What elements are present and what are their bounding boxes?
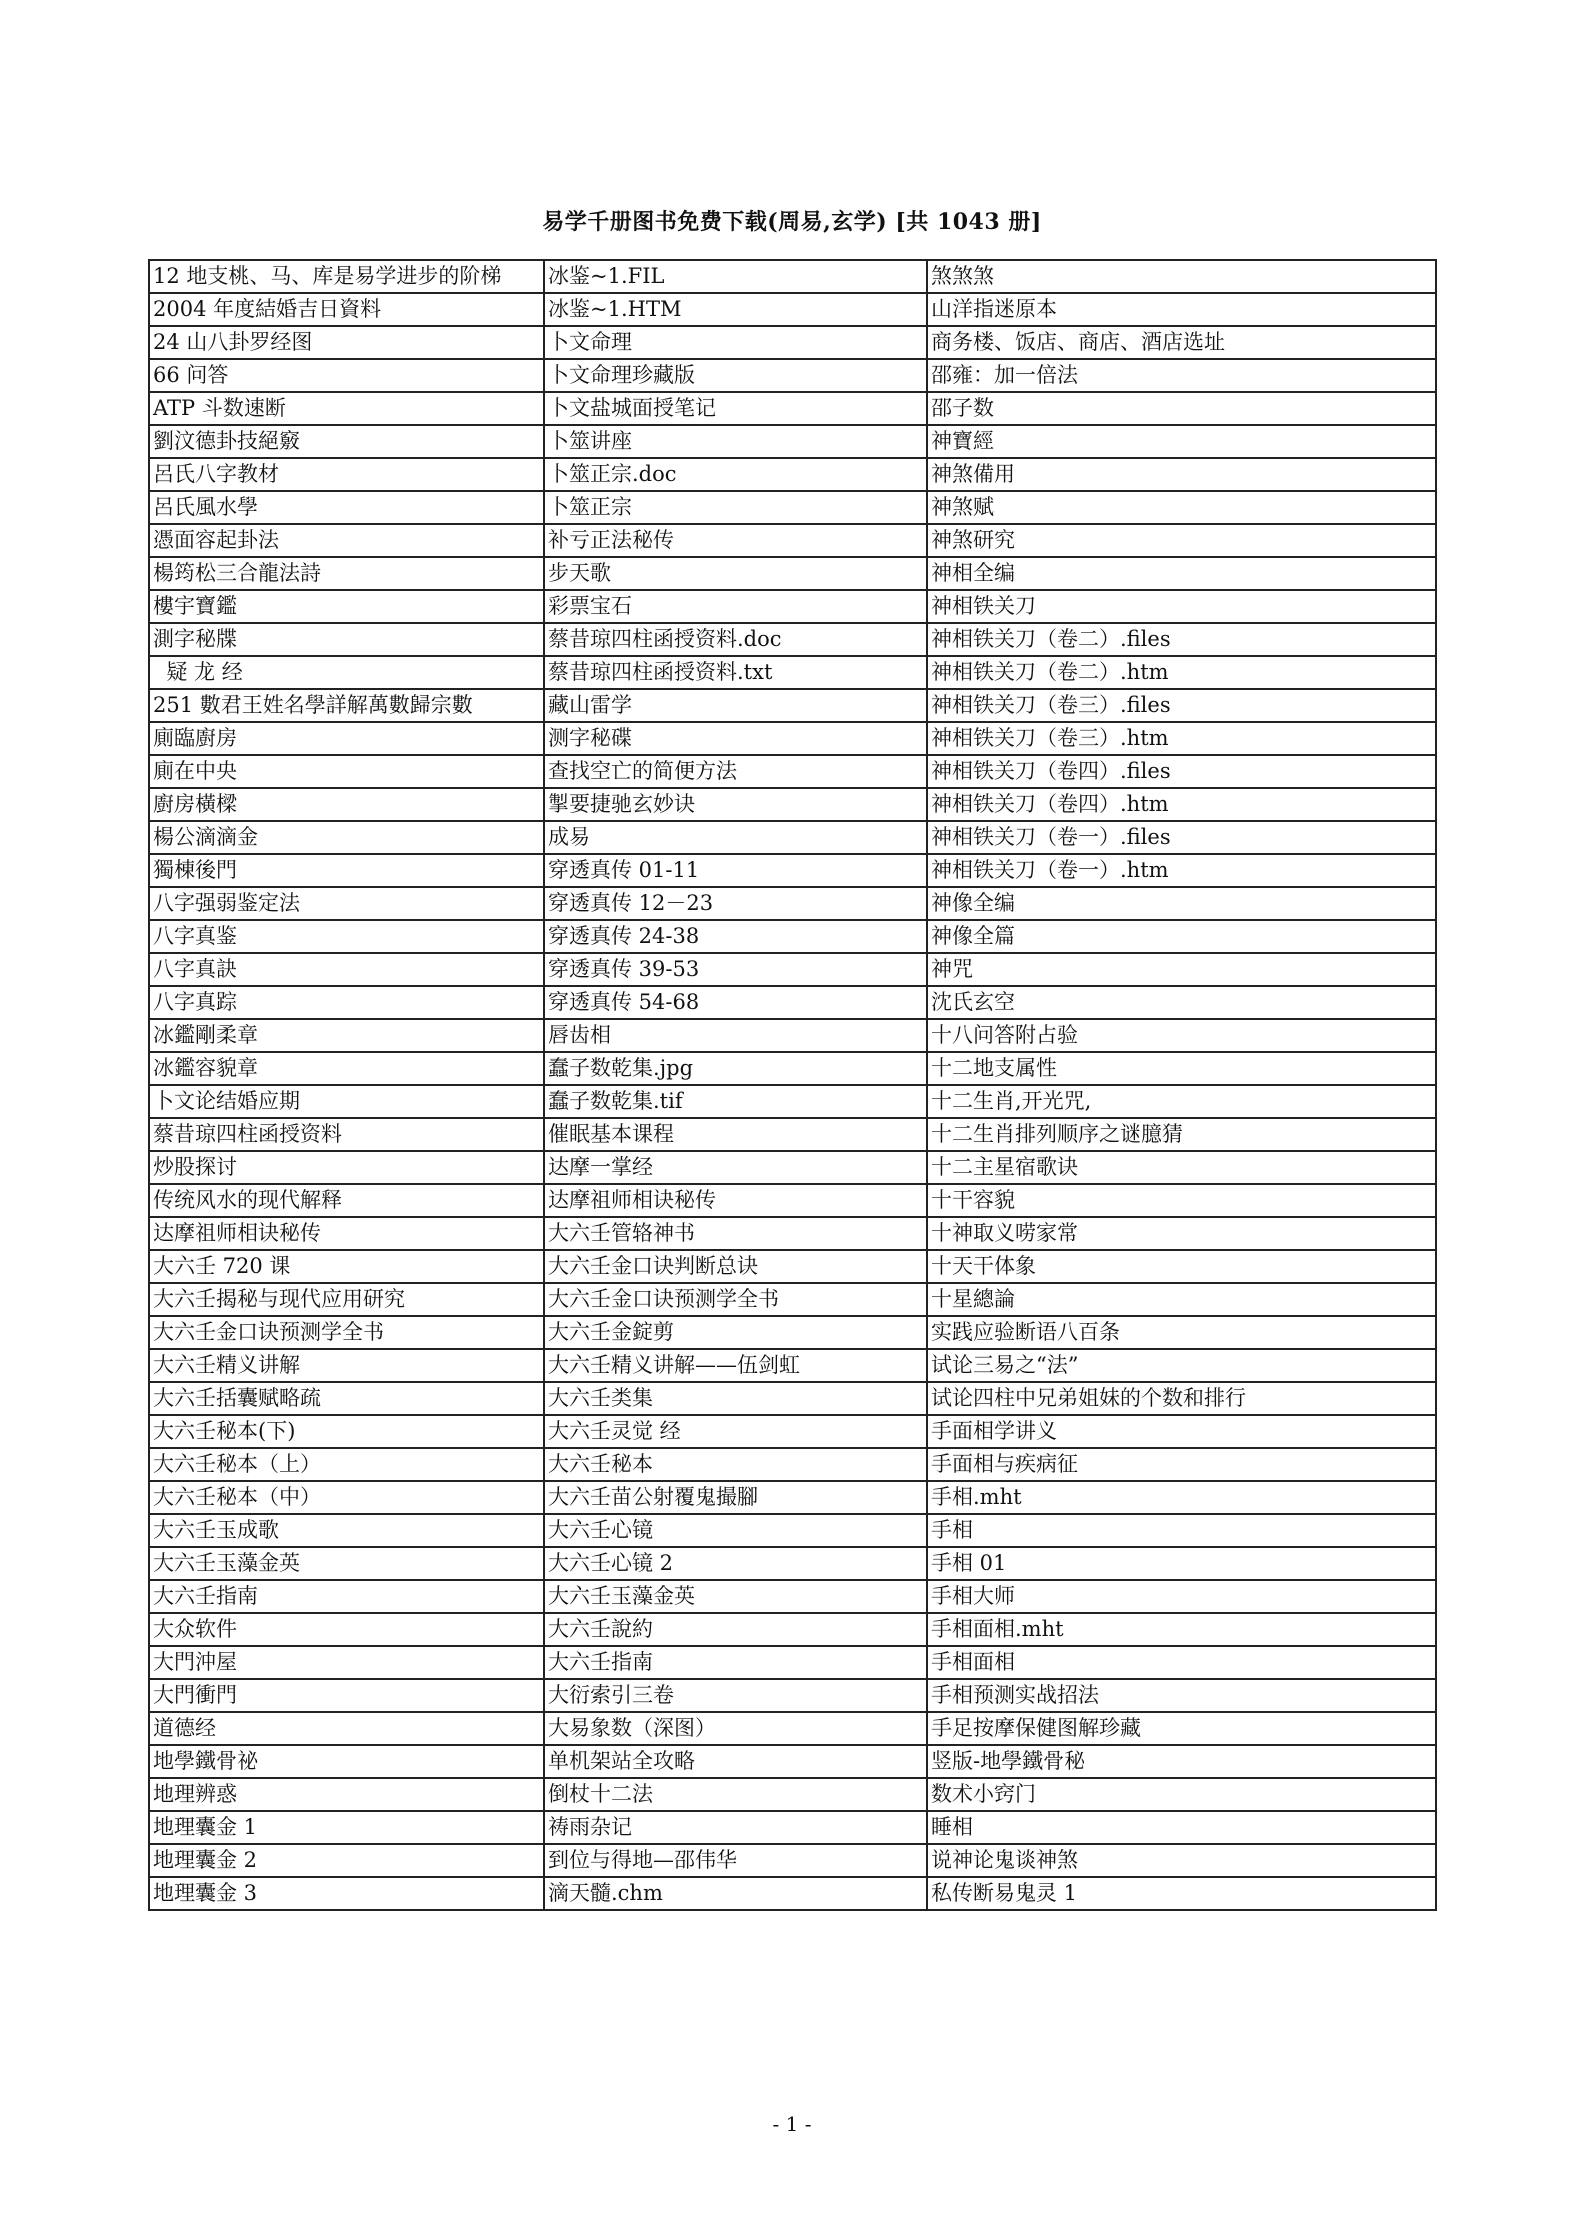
table-cell: 楊公滴滴金: [149, 821, 544, 854]
table-cell: 唇齿相: [544, 1019, 927, 1052]
table-cell: 煞煞煞: [927, 260, 1436, 293]
table-row: [149, 1613, 1436, 1646]
table-cell: 蔡昔琼四柱函授资料.txt: [544, 656, 927, 689]
table-cell: 神相铁关刀（卷一）.htm: [927, 854, 1436, 887]
table-row: [149, 458, 1436, 491]
table-cell: 劉汶德卦技絕竅: [149, 425, 544, 458]
table-cell: 说神论鬼谈神煞: [927, 1844, 1436, 1877]
table-row: [149, 1382, 1436, 1415]
table-cell: 樓宇寶鑑: [149, 590, 544, 623]
table-row: [149, 425, 1436, 458]
table-row: [149, 887, 1436, 920]
table-cell: 手相面相: [927, 1646, 1436, 1679]
table-row: [149, 1052, 1436, 1085]
table-cell: 彩票宝石: [544, 590, 927, 623]
table-cell: 大六壬类集: [544, 1382, 927, 1415]
table-cell: 手面相学讲义: [927, 1415, 1436, 1448]
table-row: [149, 590, 1436, 623]
table-cell: 达摩一掌经: [544, 1151, 927, 1184]
table-row: [149, 1580, 1436, 1613]
table-cell: 疑 龙 经: [149, 656, 544, 689]
table-cell: 大六壬心镜: [544, 1514, 927, 1547]
table-cell: 卜筮正宗.doc: [544, 458, 927, 491]
table-cell: 十八问答附占验: [927, 1019, 1436, 1052]
table-cell: 数术小窍门: [927, 1778, 1436, 1811]
table-row: [149, 359, 1436, 392]
table-cell: 补亏正法秘传: [544, 524, 927, 557]
table-row: [149, 1250, 1436, 1283]
table-cell: 大門衝門: [149, 1679, 544, 1712]
table-cell: 神相铁关刀（卷三）.htm: [927, 722, 1436, 755]
table-row: [149, 821, 1436, 854]
table-cell: 66 问答: [149, 359, 544, 392]
table-cell: 冰鑑容貌章: [149, 1052, 544, 1085]
table-cell: 道德经: [149, 1712, 544, 1745]
table-cell: 呂氏八字教材: [149, 458, 544, 491]
table-row: [149, 656, 1436, 689]
table-cell: 卜文命理: [544, 326, 927, 359]
table-cell: 大易象数（深图）: [544, 1712, 927, 1745]
table-row: [149, 1844, 1436, 1877]
table-cell: 廁臨廚房: [149, 722, 544, 755]
table-row: [149, 1712, 1436, 1745]
table-cell: 穿透真传 01-11: [544, 854, 927, 887]
table-cell: 十干容貌: [927, 1184, 1436, 1217]
table-row: [149, 1547, 1436, 1580]
table-row: [149, 920, 1436, 953]
table-cell: 神相铁关刀（卷二）.files: [927, 623, 1436, 656]
table-cell: 大六壬秘本: [544, 1448, 927, 1481]
table-cell: 测字秘碟: [544, 722, 927, 755]
table-cell: 穿透真传 12－23: [544, 887, 927, 920]
table-cell: 邵子数: [927, 392, 1436, 425]
table-cell: 大六壬金口诀预测学全书: [544, 1283, 927, 1316]
table-cell: 步天歌: [544, 557, 927, 590]
table-row: [149, 1217, 1436, 1250]
table-row: [149, 1316, 1436, 1349]
table-cell: 冰鑑剛柔章: [149, 1019, 544, 1052]
table-cell: 手相 01: [927, 1547, 1436, 1580]
table-cell: 神相铁关刀（卷四）.htm: [927, 788, 1436, 821]
table-cell: 传统风水的现代解释: [149, 1184, 544, 1217]
table-cell: 大門沖屋: [149, 1646, 544, 1679]
table-cell: 实践应验断语八百条: [927, 1316, 1436, 1349]
table-cell: 试论四柱中兄弟姐妹的个数和排行: [927, 1382, 1436, 1415]
table-cell: 蔡昔琼四柱函授资料.doc: [544, 623, 927, 656]
table-cell: 神煞備用: [927, 458, 1436, 491]
table-cell: 大六壬玉藻金英: [544, 1580, 927, 1613]
table-row: [149, 854, 1436, 887]
table-cell: 大六壬金錠剪: [544, 1316, 927, 1349]
table-row: [149, 1514, 1436, 1547]
table-cell: 大六壬秘本（上）: [149, 1448, 544, 1481]
table-cell: 地理辨惑: [149, 1778, 544, 1811]
table-cell: 八字真鉴: [149, 920, 544, 953]
table-cell: 手相预测实战招法: [927, 1679, 1436, 1712]
table-cell: 手相: [927, 1514, 1436, 1547]
table-cell: 十二主星宿歌诀: [927, 1151, 1436, 1184]
table-cell: 大六壬說約: [544, 1613, 927, 1646]
table-row: [149, 293, 1436, 326]
table-cell: 神相铁关刀（卷三）.files: [927, 689, 1436, 722]
table-row: [149, 1877, 1436, 1910]
table-cell: 邵雍：加一倍法: [927, 359, 1436, 392]
table-row: [149, 491, 1436, 524]
table-row: [149, 1184, 1436, 1217]
table-cell: 藏山雷学: [544, 689, 927, 722]
table-cell: 大六壬精义讲解——伍剑虹: [544, 1349, 927, 1382]
table-cell: 卜文论结婚应期: [149, 1085, 544, 1118]
table-cell: 十天干体象: [927, 1250, 1436, 1283]
table-cell: 穿透真传 39-53: [544, 953, 927, 986]
table-row: [149, 722, 1436, 755]
table-cell: 八字真踪: [149, 986, 544, 1019]
table-row: [149, 755, 1436, 788]
table-cell: 商务楼、饭店、商店、酒店选址: [927, 326, 1436, 359]
table-cell: 2004 年度結婚吉日資料: [149, 293, 544, 326]
table-cell: 大众软件: [149, 1613, 544, 1646]
document-title: 易学千册图书免费下载(周易,玄学) [共 1043 册]: [542, 209, 1042, 235]
table-cell: 神煞研究: [927, 524, 1436, 557]
table-cell: 神像全篇: [927, 920, 1436, 953]
table-cell: 神相全编: [927, 557, 1436, 590]
table-cell: 大六壬心镜 2: [544, 1547, 927, 1580]
table-cell: 炒股探讨: [149, 1151, 544, 1184]
table-cell: 冰鉴~1.FIL: [544, 260, 927, 293]
book-list-table: [148, 259, 1437, 1911]
table-cell: 倒杖十二法: [544, 1778, 927, 1811]
table-cell: 手面相与疾病征: [927, 1448, 1436, 1481]
table-cell: 大六壬秘本(下): [149, 1415, 544, 1448]
table-cell: 蠢子数乾集.tif: [544, 1085, 927, 1118]
table-cell: 滴天髓.chm: [544, 1877, 927, 1910]
table-cell: 地學鐵骨祕: [149, 1745, 544, 1778]
table-cell: 地理囊金 1: [149, 1811, 544, 1844]
table-cell: 手相面相.mht: [927, 1613, 1436, 1646]
table-cell: 大六壬玉藻金英: [149, 1547, 544, 1580]
page-number: - 1 -: [772, 2112, 812, 2136]
table-cell: 蔡昔琼四柱函授资料: [149, 1118, 544, 1151]
table-cell: 竖版-地學鐵骨秘: [927, 1745, 1436, 1778]
table-cell: 呂氏風水學: [149, 491, 544, 524]
table-cell: 測字秘牒: [149, 623, 544, 656]
table-row: [149, 326, 1436, 359]
table-cell: 山洋指迷原本: [927, 293, 1436, 326]
table-cell: 沈氏玄空: [927, 986, 1436, 1019]
table-row: [149, 689, 1436, 722]
table-cell: 十二地支属性: [927, 1052, 1436, 1085]
table-cell: 八字真訣: [149, 953, 544, 986]
table-cell: 大六壬指南: [544, 1646, 927, 1679]
table-cell: 24 山八卦罗经图: [149, 326, 544, 359]
table-cell: 地理囊金 3: [149, 1877, 544, 1910]
table-row: [149, 1349, 1436, 1382]
table-cell: 大六壬精义讲解: [149, 1349, 544, 1382]
table-cell: 神相铁关刀: [927, 590, 1436, 623]
table-row: [149, 1448, 1436, 1481]
table-cell: 十二生肖,开光咒,: [927, 1085, 1436, 1118]
table-cell: 成易: [544, 821, 927, 854]
table-cell: 手相.mht: [927, 1481, 1436, 1514]
table-cell: 大六壬灵觉 经: [544, 1415, 927, 1448]
table-cell: 到位与得地—邵伟华: [544, 1844, 927, 1877]
table-cell: 达摩祖师相诀秘传: [149, 1217, 544, 1250]
table-cell: 楊筠松三合龍法詩: [149, 557, 544, 590]
table-row: [149, 1811, 1436, 1844]
table-cell: 251 數君王姓名學詳解萬數歸宗數: [149, 689, 544, 722]
table-row: [149, 788, 1436, 821]
table-cell: 十二生肖排列顺序之谜臆猜: [927, 1118, 1436, 1151]
table-cell: 大六壬苗公射覆鬼撮腳: [544, 1481, 927, 1514]
table-cell: 大衍索引三卷: [544, 1679, 927, 1712]
table-row: [149, 1745, 1436, 1778]
table-cell: 祷雨杂记: [544, 1811, 927, 1844]
table-cell: 神寶經: [927, 425, 1436, 458]
table-cell: 查找空亡的简便方法: [544, 755, 927, 788]
table-cell: 掣要捷驰玄妙诀: [544, 788, 927, 821]
table-cell: 神相铁关刀（卷二）.htm: [927, 656, 1436, 689]
table-row: [149, 557, 1436, 590]
table-cell: 神像全编: [927, 887, 1436, 920]
table-cell: 大六壬管辂神书: [544, 1217, 927, 1250]
table-cell: 卜文盐城面授笔记: [544, 392, 927, 425]
table-cell: 单机架站全攻略: [544, 1745, 927, 1778]
book-list-body: [149, 260, 1436, 1910]
table-row: [149, 1646, 1436, 1679]
table-cell: 催眠基本课程: [544, 1118, 927, 1151]
table-row: [149, 1151, 1436, 1184]
table-cell: 神煞赋: [927, 491, 1436, 524]
table-cell: 大六壬玉成歌: [149, 1514, 544, 1547]
table-cell: 大六壬揭秘与现代应用研究: [149, 1283, 544, 1316]
table-cell: 神相铁关刀（卷四）.files: [927, 755, 1436, 788]
table-row: [149, 524, 1436, 557]
table-cell: 手足按摩保健图解珍藏: [927, 1712, 1436, 1745]
table-cell: 卜筮正宗: [544, 491, 927, 524]
table-cell: 冰鉴~1.HTM: [544, 293, 927, 326]
table-cell: 大六壬 720 课: [149, 1250, 544, 1283]
table-cell: 十神取义唠家常: [927, 1217, 1436, 1250]
table-row: [149, 1481, 1436, 1514]
table-cell: 12 地支桃、马、库是易学进步的阶梯: [149, 260, 544, 293]
table-cell: 十星總論: [927, 1283, 1436, 1316]
table-cell: 达摩祖师相诀秘传: [544, 1184, 927, 1217]
table-cell: 大六壬金口诀判断总诀: [544, 1250, 927, 1283]
table-cell: 廚房橫樑: [149, 788, 544, 821]
table-cell: 八字强弱鉴定法: [149, 887, 544, 920]
table-cell: 穿透真传 54-68: [544, 986, 927, 1019]
table-row: [149, 1019, 1436, 1052]
table-cell: 神相铁关刀（卷一）.files: [927, 821, 1436, 854]
table-row: [149, 392, 1436, 425]
table-cell: 憑面容起卦法: [149, 524, 544, 557]
table-cell: 大六壬指南: [149, 1580, 544, 1613]
table-cell: 手相大师: [927, 1580, 1436, 1613]
table-cell: 地理囊金 2: [149, 1844, 544, 1877]
table-cell: 试论三易之“法”: [927, 1349, 1436, 1382]
table-cell: 大六壬秘本（中）: [149, 1481, 544, 1514]
table-row: [149, 1778, 1436, 1811]
table-cell: ATP 斗数速断: [149, 392, 544, 425]
table-row: [149, 623, 1436, 656]
table-cell: 穿透真传 24-38: [544, 920, 927, 953]
table-cell: 廁在中央: [149, 755, 544, 788]
table-cell: 蠢子数乾集.jpg: [544, 1052, 927, 1085]
table-cell: 神咒: [927, 953, 1436, 986]
table-row: [149, 260, 1436, 293]
table-row: [149, 1415, 1436, 1448]
table-cell: 大六壬金口诀预测学全书: [149, 1316, 544, 1349]
table-row: [149, 1118, 1436, 1151]
table-cell: 卜筮讲座: [544, 425, 927, 458]
table-row: [149, 1679, 1436, 1712]
table-cell: 睡相: [927, 1811, 1436, 1844]
table-cell: 私传断易鬼灵 1: [927, 1877, 1436, 1910]
table-row: [149, 1283, 1436, 1316]
table-row: [149, 1085, 1436, 1118]
table-cell: 大六壬括囊赋略疏: [149, 1382, 544, 1415]
table-row: [149, 953, 1436, 986]
table-cell: 獨棟後門: [149, 854, 544, 887]
table-cell: 卜文命理珍藏版: [544, 359, 927, 392]
table-row: [149, 986, 1436, 1019]
